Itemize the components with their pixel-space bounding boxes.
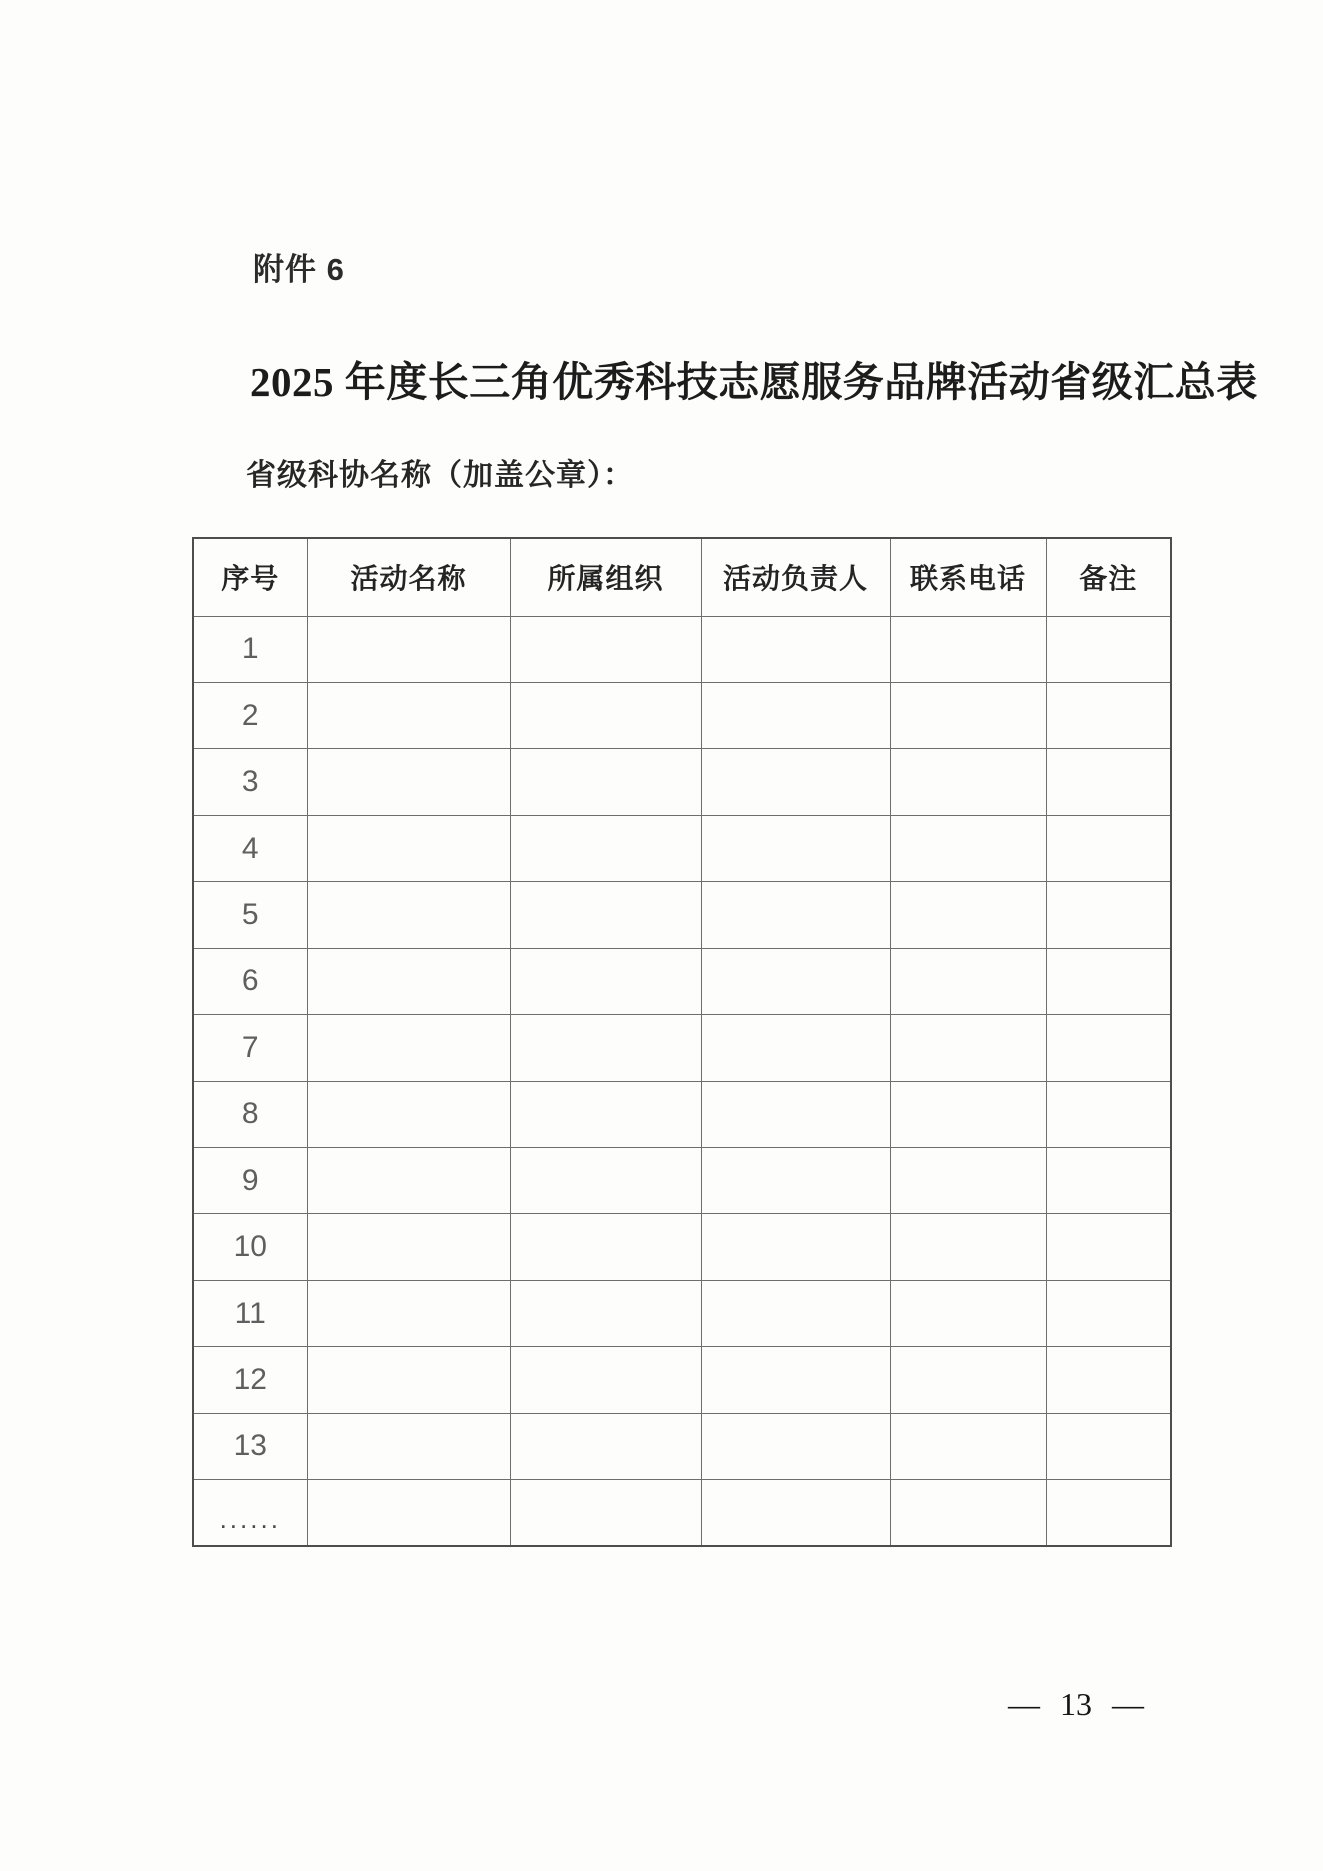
header-cell-phone: 联系电话 (890, 538, 1046, 616)
empty-cell (307, 749, 510, 815)
empty-cell (307, 948, 510, 1014)
row-index-cell: 8 (193, 1081, 307, 1147)
row-index-cell: ...... (193, 1480, 307, 1546)
table-row (193, 1480, 1171, 1546)
empty-cell (890, 815, 1046, 881)
empty-cell (1046, 1413, 1171, 1479)
empty-cell (701, 948, 890, 1014)
row-index-cell: 3 (193, 749, 307, 815)
empty-cell (510, 948, 701, 1014)
row-index-cell: 1 (193, 616, 307, 682)
empty-cell (510, 1480, 701, 1546)
empty-cell (890, 1480, 1046, 1546)
empty-cell (307, 1015, 510, 1081)
empty-cell (510, 815, 701, 881)
empty-cell (1046, 948, 1171, 1014)
empty-cell (890, 1148, 1046, 1214)
empty-cell (1046, 1214, 1171, 1280)
empty-cell (307, 1214, 510, 1280)
table-row (193, 882, 1171, 948)
empty-cell (890, 948, 1046, 1014)
table-header-row (193, 538, 1171, 616)
empty-cell (701, 1214, 890, 1280)
empty-cell (1046, 1480, 1171, 1546)
empty-cell (1046, 1347, 1171, 1413)
empty-cell (1046, 1081, 1171, 1147)
empty-cell (890, 1015, 1046, 1081)
empty-cell (890, 749, 1046, 815)
empty-cell (1046, 1015, 1171, 1081)
empty-cell (890, 1413, 1046, 1479)
row-index-cell: 10 (193, 1214, 307, 1280)
empty-cell (510, 1347, 701, 1413)
document-title: 2025 年度长三角优秀科技志愿服务品牌活动省级汇总表 (250, 359, 1258, 405)
empty-cell (701, 682, 890, 748)
empty-cell (701, 1280, 890, 1346)
empty-cell (701, 1413, 890, 1479)
empty-cell (1046, 682, 1171, 748)
empty-cell (701, 1015, 890, 1081)
empty-cell (510, 1015, 701, 1081)
empty-cell (307, 1413, 510, 1479)
empty-cell (307, 1280, 510, 1346)
table-row (193, 948, 1171, 1014)
row-index-cell: 7 (193, 1015, 307, 1081)
empty-cell (1046, 882, 1171, 948)
table-row (193, 1347, 1171, 1413)
empty-cell (701, 882, 890, 948)
empty-cell (510, 1081, 701, 1147)
empty-cell (890, 882, 1046, 948)
empty-cell (890, 1214, 1046, 1280)
row-index-cell: 11 (193, 1280, 307, 1346)
table-row (193, 749, 1171, 815)
page-number: — 13 — (1008, 1686, 1144, 1722)
summary-table (192, 537, 1172, 1547)
empty-cell (510, 1148, 701, 1214)
table-row (193, 616, 1171, 682)
table-row (193, 682, 1171, 748)
empty-cell (701, 1480, 890, 1546)
empty-cell (890, 1081, 1046, 1147)
empty-cell (890, 616, 1046, 682)
empty-cell (701, 1148, 890, 1214)
empty-cell (510, 882, 701, 948)
empty-cell (1046, 749, 1171, 815)
empty-cell (510, 1280, 701, 1346)
empty-cell (1046, 815, 1171, 881)
row-index-cell: 9 (193, 1148, 307, 1214)
empty-cell (890, 1280, 1046, 1346)
empty-cell (307, 1148, 510, 1214)
header-cell-remarks: 备注 (1046, 538, 1171, 616)
row-index-cell: 2 (193, 682, 307, 748)
table-row (193, 1148, 1171, 1214)
empty-cell (701, 815, 890, 881)
empty-cell (701, 616, 890, 682)
empty-cell (510, 749, 701, 815)
empty-cell (890, 682, 1046, 748)
header-cell-leader: 活动负责人 (701, 538, 890, 616)
table-row (193, 1214, 1171, 1280)
empty-cell (510, 616, 701, 682)
header-cell-activity-name: 活动名称 (307, 538, 510, 616)
row-index-cell: 13 (193, 1413, 307, 1479)
empty-cell (701, 1347, 890, 1413)
table-body (193, 616, 1171, 1546)
header-cell-organization: 所属组织 (510, 538, 701, 616)
empty-cell (701, 1081, 890, 1147)
table-row (193, 1081, 1171, 1147)
table-row (193, 1413, 1171, 1479)
empty-cell (307, 815, 510, 881)
empty-cell (1046, 1280, 1171, 1346)
empty-cell (1046, 1148, 1171, 1214)
empty-cell (1046, 616, 1171, 682)
empty-cell (307, 1081, 510, 1147)
row-index-cell: 5 (193, 882, 307, 948)
header-cell-index: 序号 (193, 538, 307, 616)
empty-cell (701, 749, 890, 815)
row-index-cell: 4 (193, 815, 307, 881)
empty-cell (307, 616, 510, 682)
table-row (193, 1015, 1171, 1081)
row-index-cell: 12 (193, 1347, 307, 1413)
attachment-label: 附件 6 (253, 252, 345, 287)
table-row (193, 1280, 1171, 1346)
empty-cell (307, 1480, 510, 1546)
empty-cell (307, 1347, 510, 1413)
table-row (193, 815, 1171, 881)
subtitle-label: 省级科协名称（加盖公章）： (246, 459, 634, 492)
row-index-cell: 6 (193, 948, 307, 1014)
empty-cell (890, 1347, 1046, 1413)
empty-cell (307, 882, 510, 948)
empty-cell (510, 1413, 701, 1479)
empty-cell (510, 1214, 701, 1280)
empty-cell (510, 682, 701, 748)
empty-cell (307, 682, 510, 748)
